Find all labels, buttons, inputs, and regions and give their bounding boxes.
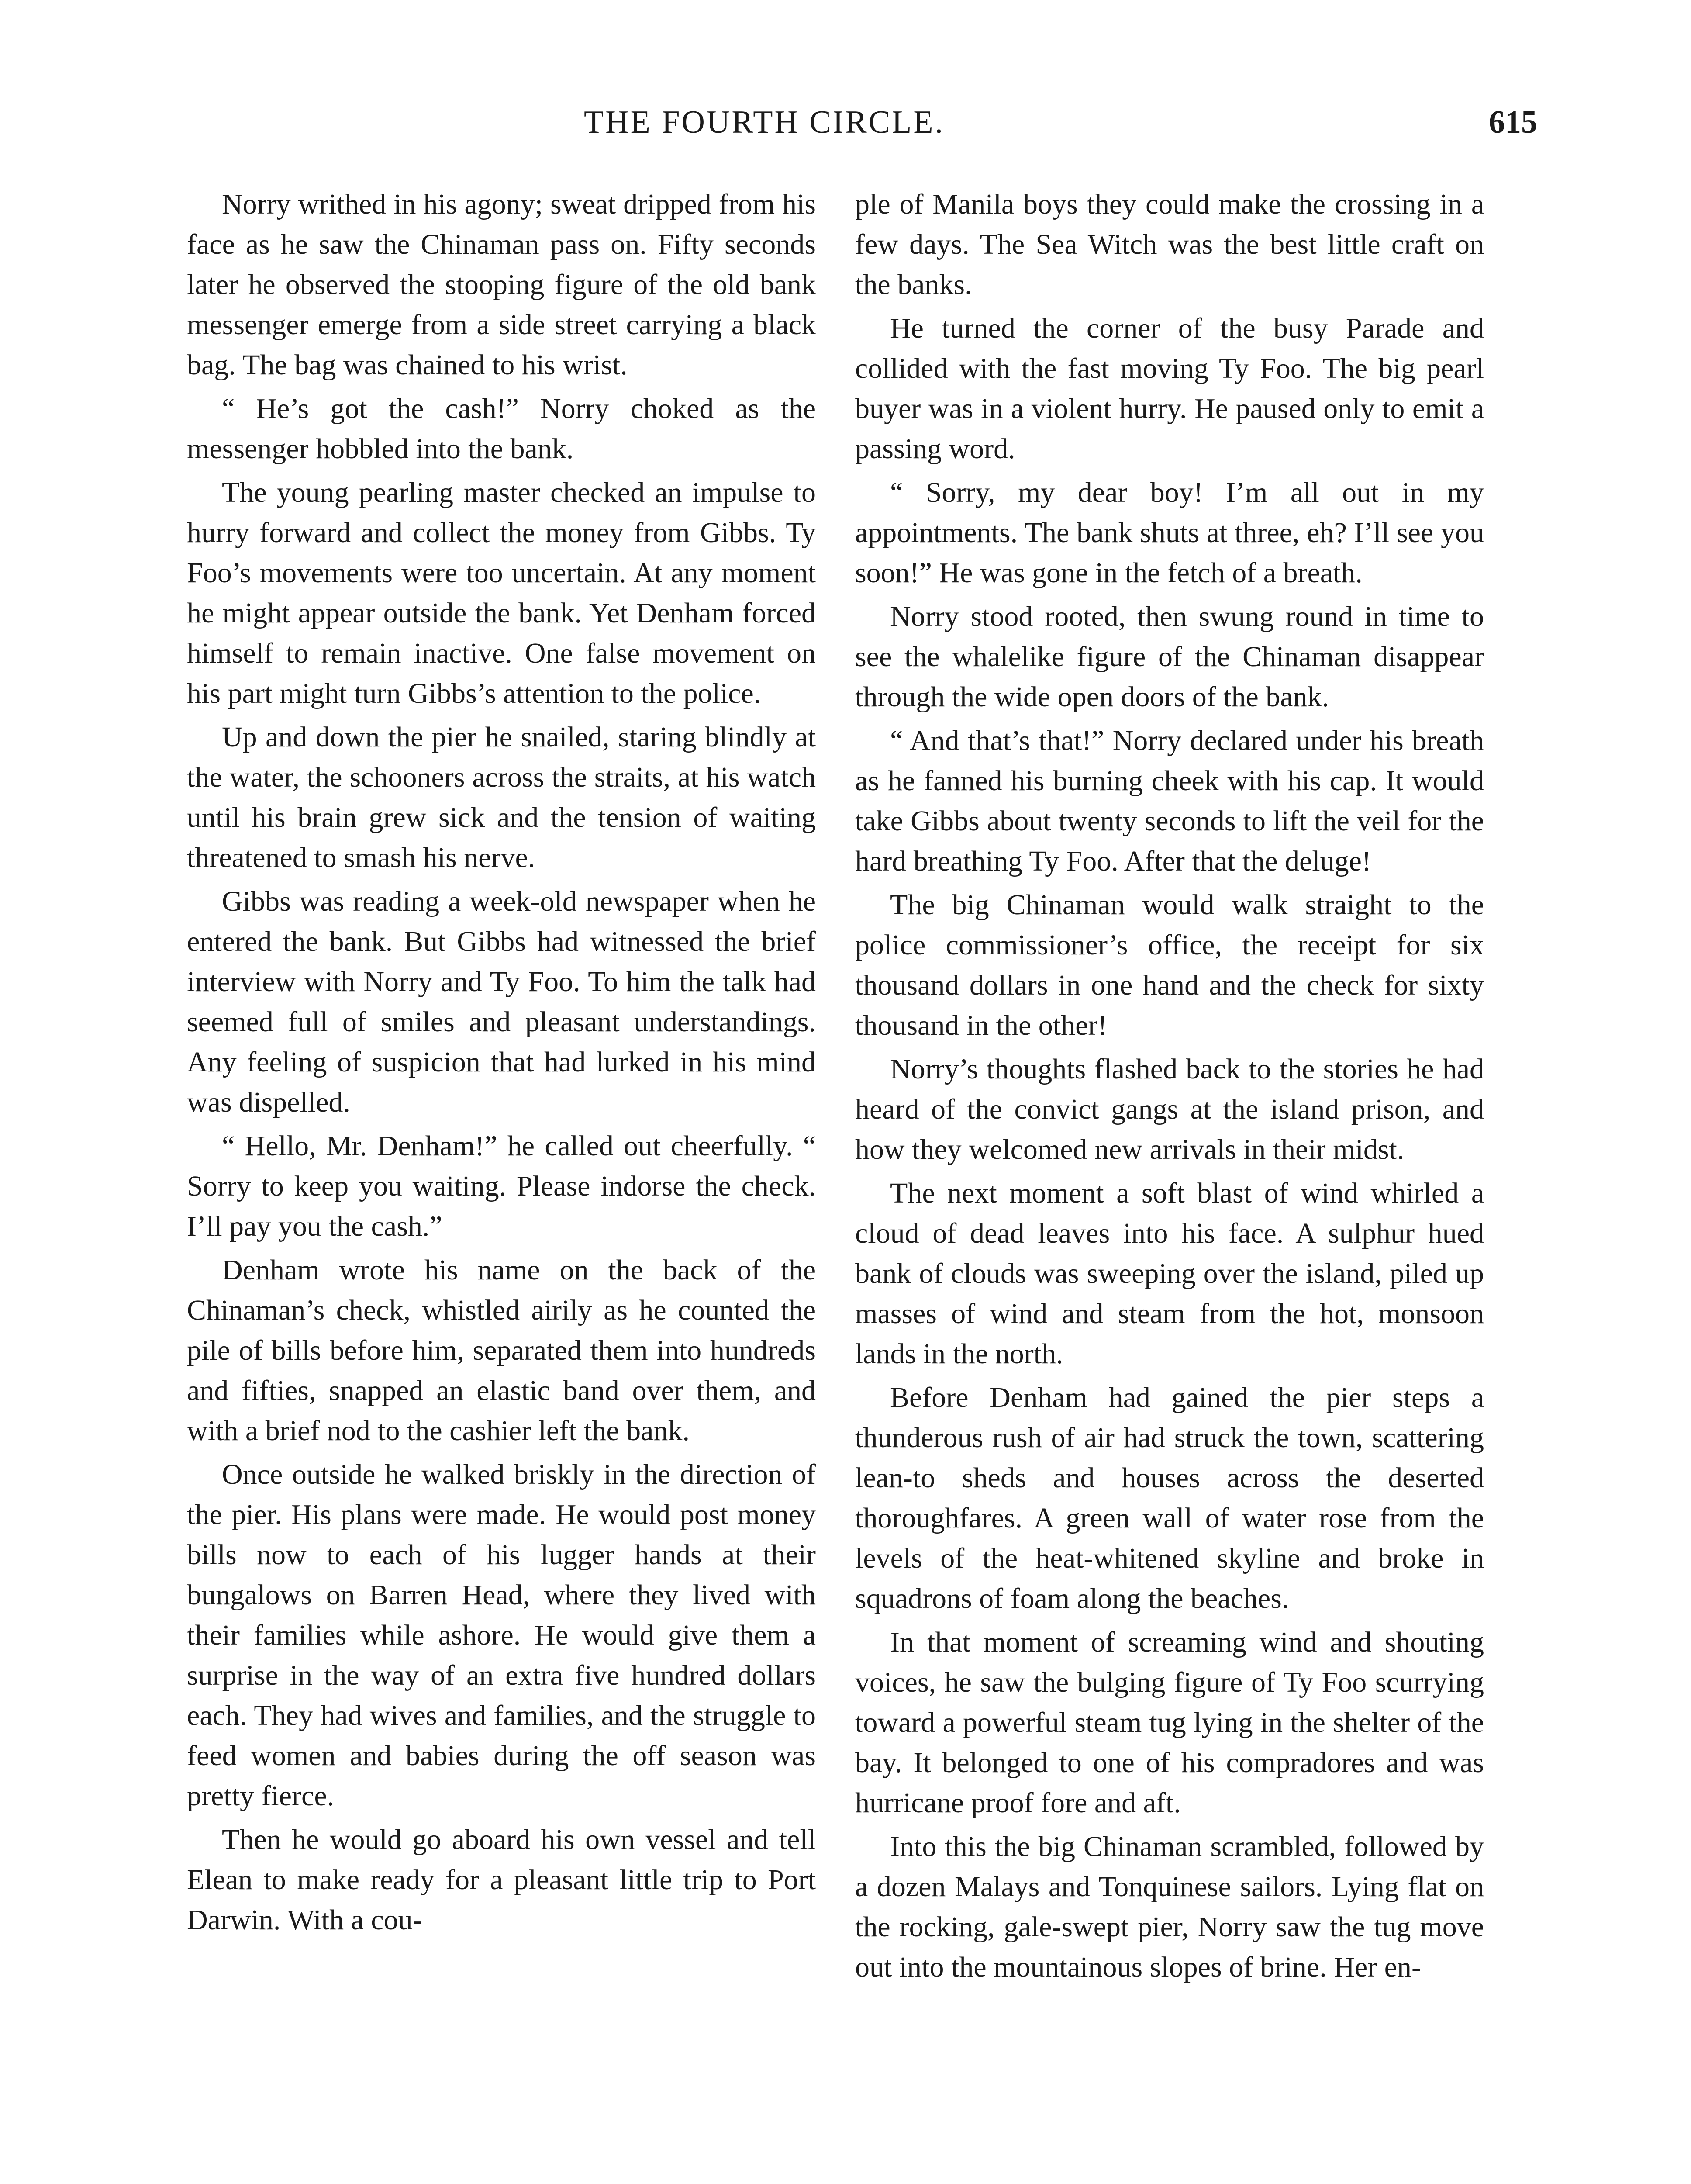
paragraph: Gibbs was reading a week-old newspaper when he entered the bank. But Gibbs had witnessed the brief interview with Norry and Ty Foo. To him the talk had seemed full of smiles and pleasant understandings. Any feeling of suspicion that had lurked in his mind was dispelled. xyxy=(187,885,816,1118)
page-number: 615 xyxy=(1489,104,1537,140)
paragraph: “ Sorry, my dear boy! I’m all out in my appointments. The bank shuts at three, eh? I’ll see you soon!” He was gone in the fetch of a breath. xyxy=(855,477,1484,589)
paragraph: The next moment a soft blast of wind whirled a cloud of dead leaves into his face. A sulphur hued bank of clouds was sweeping over the island, piled up masses of wind and steam from the hot, monsoon lands in the north. xyxy=(855,1177,1484,1370)
paragraph: Up and down the pier he snailed, staring blindly at the water, the schooners across the straits, at his watch until his brain grew sick and the tension of waiting threatened to smash his nerve. xyxy=(187,721,816,874)
paragraph: The big Chinaman would walk straight to the police commissioner’s office, the receipt for six thousand dollars in one hand and the check for sixty thousand in the other! xyxy=(855,889,1484,1041)
paragraph: Norry’s thoughts flashed back to the stories he had heard of the convict gangs at the island prison, and how they welcomed new arrivals in their midst. xyxy=(855,1053,1484,1165)
paragraph: “ Hello, Mr. Denham!” he called out cheerfully. “ Sorry to keep you waiting. Please indorse the check. I’ll pay you the cash.” xyxy=(187,1130,816,1242)
paragraph: “ And that’s that!” Norry declared under his breath as he fanned his burning cheek with his cap. It would take Gibbs about twenty seconds to lift the veil for the hard breathing Ty Foo. After that the deluge! xyxy=(855,725,1484,877)
text-column-right xyxy=(855,184,1484,1991)
paragraph: Norry writhed in his agony; sweat dripped from his face as he saw the Chinaman pass on. Fifty seconds later he observed the stooping figure of the old bank messenger emerge from a side street carrying a black bag. The bag was chained to his wrist. xyxy=(187,188,816,381)
running-title: THE FOURTH CIRCLE. xyxy=(583,104,945,140)
paragraph: In that moment of screaming wind and shouting voices, he saw the bulging figure of Ty Foo scurrying toward a powerful steam tug lying in the shelter of the bay. It belonged to one of his compradores and was hurricane proof fore and aft. xyxy=(855,1626,1484,1819)
paragraph: Norry stood rooted, then swung round in time to see the whalelike figure of the Chinaman disappear through the wide open doors of the bank. xyxy=(855,601,1484,713)
running-head xyxy=(183,98,1537,146)
paragraph: Before Denham had gained the pier steps a thunderous rush of air had struck the town, scattering lean-to sheds and houses across the deserted thoroughfares. A green wall of water rose from the levels of the heat-whitened skyline and broke in squadrons of foam along the beaches. xyxy=(855,1382,1484,1614)
paragraph: Denham wrote his name on the back of the Chinaman’s check, whistled airily as he counted the pile of bills before him, separated them into hundreds and fifties, snapped an elastic band over them, and with a brief nod to the cashier left the bank. xyxy=(187,1254,816,1447)
paragraph: “ He’s got the cash!” Norry choked as the messenger hobbled into the bank. xyxy=(187,393,816,465)
paragraph: The young pearling master checked an impulse to hurry forward and collect the money from Gibbs. Ty Foo’s movements were too uncertain. At any moment he might appear outside the bank. Yet Denham forced himself to remain inactive. One false movement on his part might turn Gibbs’s attention to the police. xyxy=(187,477,816,709)
paragraph: He turned the corner of the busy Parade and collided with the fast moving Ty Foo. The big pearl buyer was in a violent hurry. He paused only to emit a passing word. xyxy=(855,312,1484,465)
paragraph: Into this the big Chinaman scrambled, followed by a dozen Malays and Tonquinese sailors. Lying flat on the rocking, gale-swept pier, Norry saw the tug move out into the mountainous slopes of brine. Her en- xyxy=(855,1831,1484,1983)
paragraph: Once outside he walked briskly in the direction of the pier. His plans were made. He would post money bills now to each of his lugger hands at their bungalows on Barren Head, where they lived with their families while ashore. He would give them a surprise in the way of an extra five hundred dollars each. They had wives and families, and the struggle to feed women and babies during the off season was pretty fierce. xyxy=(187,1458,816,1812)
paragraph-continued: ple of Manila boys they could make the crossing in a few days. The Sea Witch was the best little craft on the banks. xyxy=(855,188,1484,301)
text-column-left xyxy=(187,184,816,1944)
paragraph: Then he would go aboard his own vessel and tell Elean to make ready for a pleasant little trip to Port Darwin. With a cou- xyxy=(187,1824,816,1936)
